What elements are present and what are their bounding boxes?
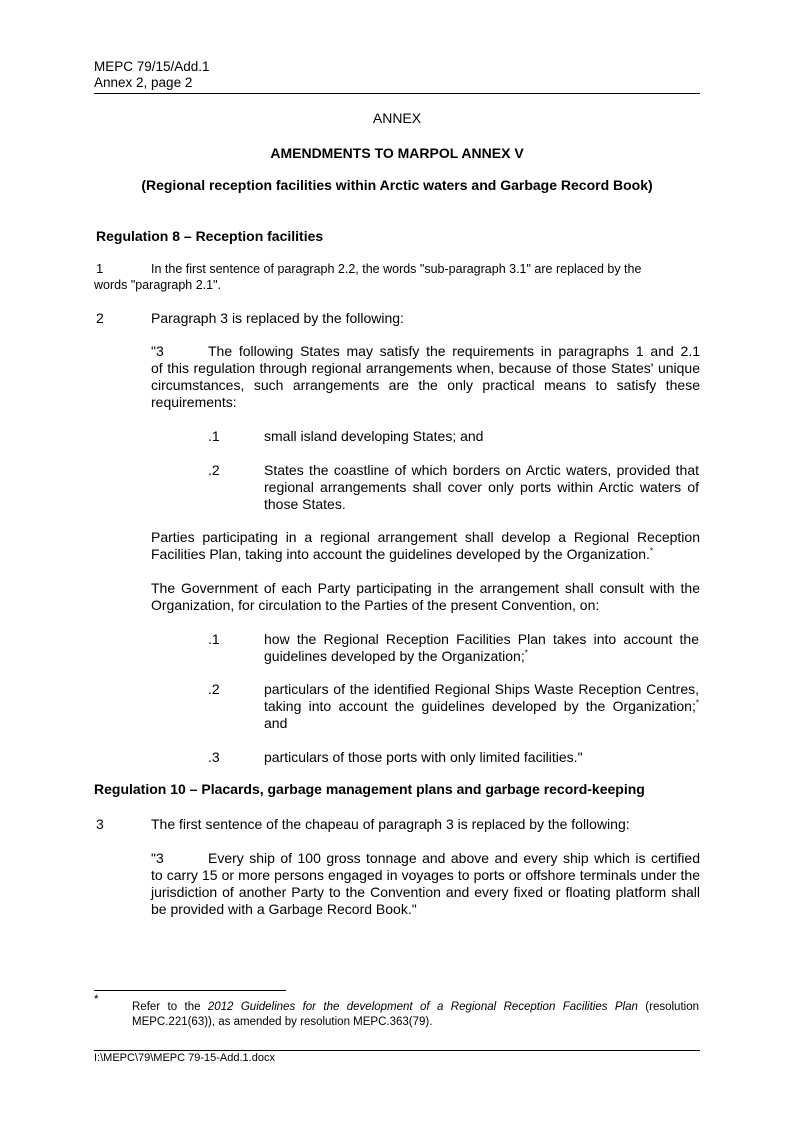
sub-item-2-number: .2: [208, 681, 220, 697]
footnote-lead: Refer to the: [132, 1001, 208, 1013]
quote-3-body: of this regulation through regional arrangements when, because of those States' unique circumstances, such arrangements are the only practical means to satisfy these requirements:: [151, 360, 700, 410]
document-title: AMENDMENTS TO MARPOL ANNEX V: [270, 145, 524, 161]
item-2-number: .2: [208, 462, 220, 478]
sub-item-1-number: .1: [208, 631, 220, 647]
sub-item-2-text: [264, 681, 699, 732]
para-1-second-line: words "paragraph 2.1".: [94, 278, 222, 292]
footnote-italic: 2012 Guidelines for the development of a Regional Reception Facilities Plan: [207, 1001, 638, 1013]
reg10-quote-first-line: Every ship of 100 gross tonnage and above and every ship which is certified: [208, 850, 700, 866]
sub-item-1-text: [264, 631, 699, 665]
document-reference: MEPC 79/15/Add.1: [94, 59, 210, 74]
reg10-quote-number: "3: [151, 850, 164, 866]
footnote-marker: *: [94, 994, 99, 1006]
sub-item-3-text: particulars of those ports with only limited facilities.": [264, 749, 583, 765]
item-2-text: States the coastline of which borders on Arctic waters, provided that regional arrangements shall cover only ports within Arctic waters of those States.: [264, 462, 699, 512]
para-1-first-line: In the first sentence of paragraph 2.2, the words "sub-paragraph 3.1" are replaced by the: [151, 262, 642, 276]
sub-item-3-number: .3: [208, 749, 220, 765]
footnote-ref: *: [695, 698, 699, 708]
quote-3-number: "3: [151, 343, 164, 359]
para-1-number: 1: [96, 261, 104, 276]
quote-3-first-line: The following States may satisfy the requirements in paragraphs 1 and 2.1: [208, 343, 700, 359]
footnote-tail: (resolution MEPC.221(63)), as amended by resolution MEPC.363(79).: [132, 1001, 699, 1028]
footer-rule: [94, 1050, 700, 1051]
page-reference: Annex 2, page 2: [94, 75, 193, 90]
para-2-number: 2: [96, 310, 104, 326]
item-1-number: .1: [208, 428, 220, 444]
header-rule: [94, 93, 700, 94]
annex-label: ANNEX: [372, 110, 422, 126]
reg10-quote-body: to carry 15 or more persons engaged in voyages to ports or offshore terminals under the jurisdiction of another Party to the Convention and every fixed or floating platform shall be provided with a Garbage Record Book.": [151, 867, 700, 917]
footnote-ref: *: [524, 648, 528, 658]
government-paragraph: The Government of each Party participating in the arrangement shall consult with the Organization, for circulation to the Parties of the present Convention, on:: [151, 580, 700, 613]
item-1-text: small island developing States; and: [264, 428, 484, 444]
para-2-text: Paragraph 3 is replaced by the following:: [151, 310, 404, 326]
parties-paragraph: [151, 529, 700, 563]
sub-item-1-body: how the Regional Reception Facilities Plan takes into account the guidelines developed by the Organization;: [264, 631, 699, 664]
parties-text: Parties participating in a regional arrangement shall develop a Regional Reception Facilities Plan, taking into account the guidelines developed by the Organization.: [151, 529, 700, 562]
footer-file-path: I:\MEPC\79\MEPC 79-15-Add.1.docx: [94, 1052, 275, 1064]
footnote-rule: [94, 990, 286, 991]
footnote-ref: *: [649, 546, 653, 556]
document-subtitle: (Regional reception facilities within Arctic waters and Garbage Record Book): [141, 177, 653, 193]
regulation-10-heading: Regulation 10 – Placards, garbage management plans and garbage record-keeping: [94, 781, 645, 797]
regulation-8-heading: Regulation 8 – Reception facilities: [96, 228, 324, 244]
sub-item-2-tail: and: [264, 715, 288, 731]
para-3-number: 3: [96, 816, 104, 832]
para-3-text: The first sentence of the chapeau of paragraph 3 is replaced by the following:: [151, 816, 630, 832]
footnote-text: [132, 1000, 699, 1030]
sub-item-2-body: particulars of the identified Regional Ships Waste Reception Centres, taking into account the guidelines developed by the Organization;: [264, 681, 699, 714]
